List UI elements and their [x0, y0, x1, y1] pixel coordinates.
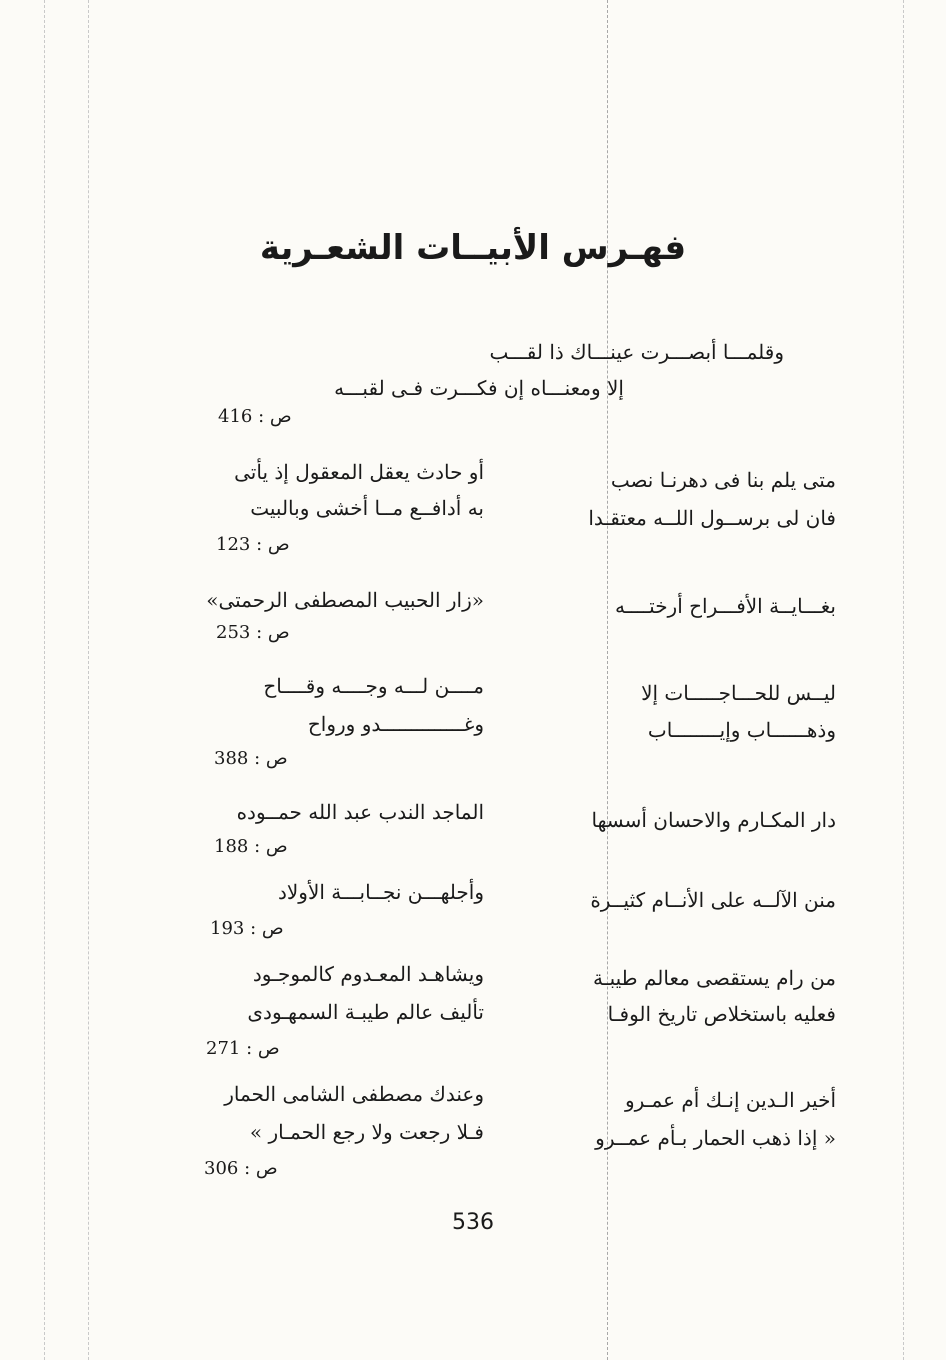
- verse-line: أخير الـدين إنـك أم عمـرو: [624, 1088, 836, 1112]
- verse-line: وعندك مصطفى الشامى الحمار: [224, 1082, 484, 1106]
- verse-line: بغـــايــة الأفـــراح أرختــــه: [615, 594, 836, 618]
- verse-line: فـلا رجعت ولا رجع الحمـار »: [249, 1120, 484, 1144]
- page-reference: ص : 253: [216, 622, 290, 643]
- verse-line: أو حادث يعقل المعقول إذ يأتى: [234, 460, 484, 484]
- verse-line: من رام يستقصى معالم طيبـة: [593, 966, 836, 990]
- verse-line: متى يلم بنا فى دهرنـا نصب: [610, 468, 836, 492]
- margin-guide-line: [88, 0, 89, 1360]
- margin-guide-line: [903, 0, 904, 1360]
- page-reference: ص : 193: [210, 918, 284, 939]
- page-reference: ص : 306: [204, 1158, 278, 1179]
- page-reference: ص : 416: [218, 406, 292, 427]
- verse-line: مــــن لـــه وجــــه وقــــاح: [263, 674, 484, 698]
- page-number: 536: [452, 1210, 494, 1235]
- page-reference: ص : 271: [206, 1038, 280, 1059]
- verse-line: وأجلهـــن نجــابـــة الأولاد: [277, 880, 484, 904]
- page-reference: ص : 388: [214, 748, 288, 769]
- verse-line: منن الآلــه على الأنــام كثيــرة: [590, 888, 836, 912]
- verse-line: وغــــــــــــــدو ورواح: [307, 712, 484, 736]
- verse-line: وذهــــــاب وإيــــــــاب: [647, 718, 836, 742]
- verse-line: تأليف عالم طيبـة السمهـودى: [247, 1000, 484, 1024]
- verse-line: « إذا ذهب الحمار بـأم عمــرو: [595, 1126, 836, 1150]
- verse-line: ليــس للحـــاجـــــات إلا: [641, 681, 836, 705]
- verse-line: ويشاهـد المعـدوم كالموجـود: [252, 962, 484, 986]
- page-title: فهـرس الأبيــات الشعـرية: [259, 228, 687, 268]
- page-reference: ص : 123: [216, 534, 290, 555]
- verse-line: به أدافــع مــا أخشى وبالبيت: [250, 496, 484, 520]
- verse-line: دار المكـارم والاحسان أسسها: [591, 808, 836, 832]
- verse-line: فعليه باستخلاص تاريخ الوفـا: [607, 1002, 836, 1026]
- margin-guide-line: [44, 0, 45, 1360]
- page-reference: ص : 188: [214, 836, 288, 857]
- verse-line: «زار الحبيب المصطفى الرحمتى»: [206, 588, 484, 612]
- verse-line: فان لى برســول اللــه معتقـدا: [588, 506, 836, 530]
- verse-line: وقلمـــا أبصـــرت عينـــاك ذا لقـــب: [489, 340, 784, 364]
- margin-guide-line: [607, 0, 608, 1360]
- verse-line: إلا ومعنـــاه إن فكـــرت فـى لقبـــه: [334, 376, 624, 400]
- verse-line: الماجد الندب عبد الله حمــوده: [236, 800, 484, 824]
